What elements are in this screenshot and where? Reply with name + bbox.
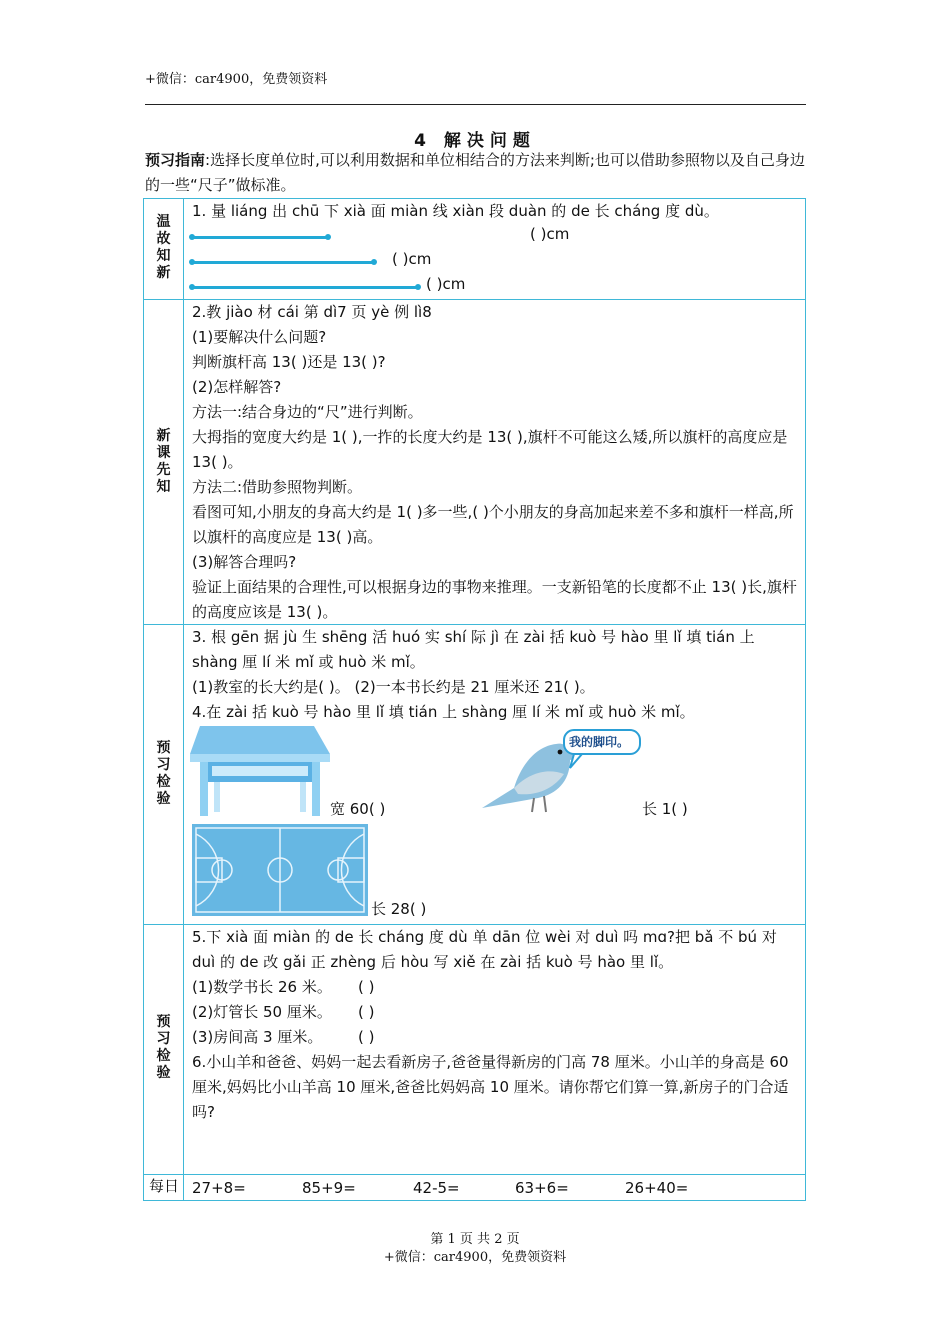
preview-guide — [145, 148, 807, 198]
bird-answer[interactable]: 长 1( ) — [642, 800, 688, 818]
desk-illustration — [190, 724, 332, 818]
q4-text: 4.在 zài 括 kuò 号 hào 里 lǐ 填 tián 上 shàng 厘 lí 米 mǐ 或 huò 米 mǐ。 — [192, 703, 695, 721]
line-segment-1 — [192, 236, 328, 239]
footer-note: +微信：car4900，免费领资料 — [383, 1250, 567, 1265]
basketball-court-illustration — [192, 824, 368, 916]
section-label-preview-check-2: 预习检验 — [156, 1014, 171, 1081]
q2-line: (1)要解决什么问题? — [192, 328, 327, 346]
section-label-new-lesson: 新课先知 — [156, 428, 171, 495]
desk-answer[interactable]: 宽 60( ) — [330, 800, 386, 818]
header-note: +微信：car4900，免费领资料 — [145, 72, 328, 87]
guide-label: 预习指南 — [145, 151, 206, 169]
page-title: 4 解决问题 — [414, 131, 536, 151]
table-column-divider — [183, 198, 184, 1201]
q5-blank-2[interactable]: ( ) — [358, 1003, 375, 1021]
q5-item-3: (3)房间高 3 厘米。 — [192, 1028, 323, 1046]
q3-items: (1)教室的长大约是( )。 (2)一本书长约是 21 厘米还 21( )。 — [192, 678, 595, 696]
q6-text: 6.小山羊和爸爸、妈妈一起去看新房子,爸爸量得新房的门高 78 厘米。小山羊的身高是 60 厘米,妈妈比小山羊高 10 厘米,爸爸比妈妈高 10 厘米。请你帮它们算一算,新房子的门合适吗? — [192, 1053, 789, 1121]
q2-paragraph: 看图可知,小朋友的身高大约是 1( )多一些,( )个小朋友的身高加起来差不多和旗杆一样高,所以旗杆的高度应是 13( )高。 — [192, 503, 794, 546]
daily-problem[interactable]: 42-5= — [413, 1179, 460, 1197]
line-segment-2 — [192, 261, 374, 264]
daily-problem[interactable]: 26+40= — [625, 1179, 689, 1197]
q2-line: (2)怎样解答? — [192, 378, 282, 396]
q2-line: 方法一:结合身边的“尺”进行判断。 — [192, 403, 423, 421]
section-label-review: 温故知新 — [156, 214, 171, 281]
segment-endpoint — [325, 234, 331, 240]
q5-text: 5.下 xià 面 miàn 的 de 长 cháng 度 dù 单 dān 位 wèi 对 duì 吗 mɑ?把 bǎ 不 bú 对 duì 的 de 改 gǎi 正 zhèng 后 hòu 写 xiě 在 zài 括 kuò 号 hào 里 lǐ。 — [192, 928, 777, 971]
q1-answer-1[interactable]: ( )cm — [530, 225, 570, 243]
q5-item-2: (2)灯管长 50 厘米。 — [192, 1003, 332, 1021]
q1-answer-3[interactable]: ( )cm — [426, 275, 466, 293]
q1-text: 1. 量 liáng 出 chū 下 xià 面 miàn 线 xiàn 段 duàn 的 de 长 cháng 度 dù。 — [192, 202, 719, 220]
segment-endpoint — [189, 259, 195, 265]
court-answer[interactable]: 长 28( ) — [371, 900, 427, 918]
guide-text: :选择长度单位时,可以利用数据和单位相结合的方法来判断;也可以借助参照物以及自己身边的一些“尺子”做标准。 — [145, 151, 805, 194]
section-label-preview-check: 预习检验 — [156, 740, 171, 807]
segment-endpoint — [189, 284, 195, 290]
section-label-daily: 每日 — [148, 1177, 179, 1195]
header-rule — [145, 104, 806, 105]
q2-line: (3)解答合理吗? — [192, 553, 297, 571]
q2-line: 方法二:借助参照物判断。 — [192, 478, 363, 496]
q5-blank-3[interactable]: ( ) — [358, 1028, 375, 1046]
speech-bubble-text: 我的脚印。 — [569, 735, 630, 749]
line-segment-3 — [192, 286, 418, 289]
segment-endpoint — [415, 284, 421, 290]
q1-answer-2[interactable]: ( )cm — [392, 250, 432, 268]
q2-paragraph: 验证上面结果的合理性,可以根据身边的事物来推理。一支新铅笔的长度都不止 13( )长,旗杆的高度应该是 13( )。 — [192, 578, 797, 621]
row-divider — [143, 1174, 806, 1175]
q5-blank-1[interactable]: ( ) — [358, 978, 375, 996]
daily-problem[interactable]: 85+9= — [302, 1179, 356, 1197]
q2-line: 判断旗杆高 13( )还是 13( )? — [192, 353, 386, 371]
q2-paragraph: 大拇指的宽度大约是 1( ),一拃的长度大约是 13( ),旗杆不可能这么矮,所以旗杆的高度应是 13( )。 — [192, 428, 788, 471]
daily-problem[interactable]: 63+6= — [515, 1179, 569, 1197]
daily-problem[interactable]: 27+8= — [192, 1179, 246, 1197]
footer-page-number: 第 1 页 共 2 页 — [430, 1232, 520, 1247]
q5-item-1: (1)数学书长 26 米。 — [192, 978, 332, 996]
segment-endpoint — [371, 259, 377, 265]
q3-text: 3. 根 gēn 据 jù 生 shēng 活 huó 实 shí 际 jì 在 zài 括 kuò 号 hào 里 lǐ 填 tián 上 shàng 厘 lí 米 mǐ 或 huò 米 mǐ。 — [192, 628, 755, 671]
segment-endpoint — [189, 234, 195, 240]
q2-heading: 2.教 jiào 材 cái 第 dì7 页 yè 例 lì8 — [192, 303, 432, 321]
